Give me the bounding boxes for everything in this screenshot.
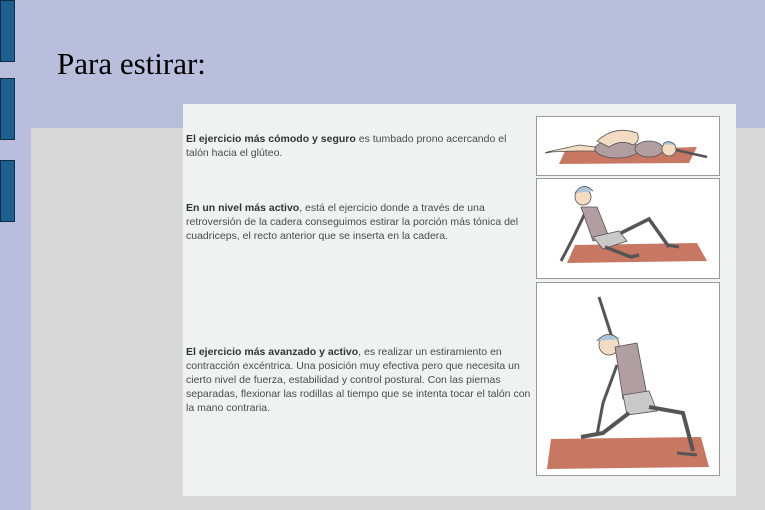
exercise-2-body: , está el ejercicio donde a través de una retroversión de la cadera conseguimos estirar la porción más tónica del cuadriceps, el recto anterior que se inserta en la cadera.: [186, 202, 519, 242]
exercise-text-3: [186, 345, 532, 415]
exercise-1-body: es tumbado prono acercando el talón hacia el glúteo.: [186, 133, 507, 159]
slide-nav-tab-3: [0, 160, 15, 222]
exercise-text-1: [186, 132, 532, 160]
slide-title: Para estirar:: [57, 46, 206, 81]
exercise-1-illustration: [536, 116, 720, 176]
slide-nav-tab-2: [0, 78, 15, 140]
exercise-2-heading: En un nivel más activo: [186, 202, 300, 214]
slide-nav-tab-1: [0, 0, 15, 62]
mat: [567, 243, 707, 263]
exercise-3-body: , es realizar un estiramiento en contracción excéntrica. Una posición muy efectiva pero que necesita un cierto nivel de fuerza, estabilidad y control postural. Con las piernas separadas, flexionar las rodillas al tiempo que se intenta tocar el talón con la mano contraria.: [186, 346, 531, 414]
exercise-text-2: [186, 201, 532, 243]
exercise-2-illustration: [536, 178, 720, 279]
exercise-1-heading: El ejercicio más cómodo y seguro: [186, 133, 356, 145]
exercise-3-heading: El ejercicio más avanzado y activo: [186, 346, 359, 358]
exercise-3-illustration: [536, 282, 720, 476]
